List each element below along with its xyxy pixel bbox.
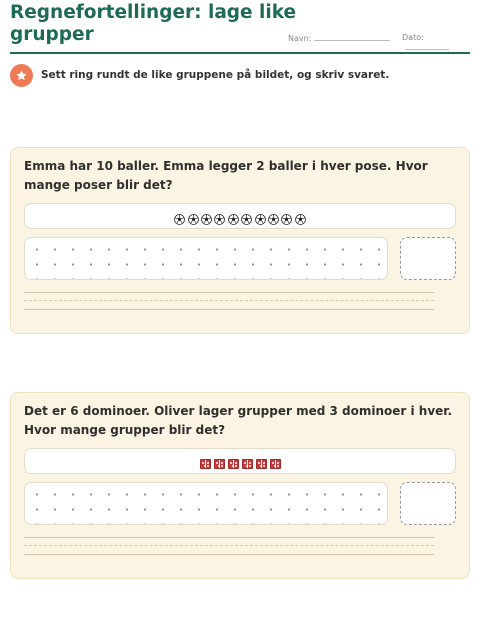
star-icon [10, 64, 33, 87]
soccer-ball-icon [295, 214, 306, 225]
date-field[interactable] [402, 33, 470, 52]
dot-work-area[interactable] [24, 237, 388, 280]
writing-line [24, 292, 434, 293]
name-line [314, 33, 390, 41]
soccer-ball-icon [174, 214, 185, 225]
soccer-ball-icon [255, 214, 266, 225]
domino-icon [270, 459, 281, 469]
writing-line [24, 554, 434, 555]
answer-box[interactable] [400, 237, 456, 280]
soccer-ball-icon [228, 214, 239, 225]
page-title: Regnefortellinger: lage like grupper [10, 2, 297, 45]
date-label: Dato: [402, 33, 424, 42]
soccer-ball-icon [268, 214, 279, 225]
domino-icon [242, 459, 253, 469]
soccer-ball-icon [281, 214, 292, 225]
writing-line [24, 309, 434, 310]
domino-icon [228, 459, 239, 469]
task-card [10, 392, 470, 579]
writing-guide-line [24, 545, 434, 546]
worksheet-header [10, 2, 470, 54]
domino-icon [214, 459, 225, 469]
soccer-ball-icon [241, 214, 252, 225]
task-question: Det er 6 dominoer. Oliver lager grupper med 3 dominoer i hver. Hvor mange grupper blir det? [24, 404, 453, 437]
soccer-ball-icon [188, 214, 199, 225]
task-card [10, 147, 470, 334]
name-field[interactable] [288, 33, 390, 43]
ball-group [173, 214, 307, 225]
soccer-ball-icon [201, 214, 212, 225]
instruction-text: Sett ring rundt de like gruppene på bildet, og skriv svaret. [41, 69, 390, 81]
picture-bar [24, 203, 456, 229]
writing-line [24, 537, 434, 538]
name-label: Navn: [288, 34, 312, 43]
instruction [10, 64, 470, 88]
picture-bar [24, 448, 456, 474]
dot-work-area[interactable] [24, 482, 388, 525]
domino-group [198, 459, 282, 469]
answer-box[interactable] [400, 482, 456, 525]
writing-guide-line [24, 300, 434, 301]
task-question: Emma har 10 baller. Emma legger 2 baller i hver pose. Hvor mange poser blir det? [24, 159, 428, 192]
date-line [405, 42, 449, 50]
domino-icon [256, 459, 267, 469]
domino-icon [200, 459, 211, 469]
soccer-ball-icon [214, 214, 225, 225]
